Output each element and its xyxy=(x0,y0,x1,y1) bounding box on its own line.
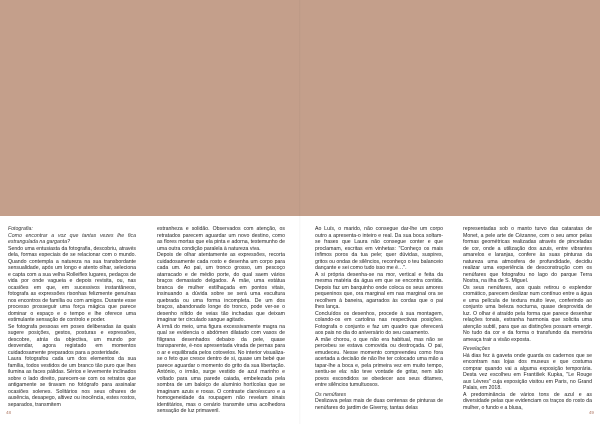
paragraph: representadas sob o manto turvo das cataratas de Monet, a pele arte de Cézanne, com o seu amor pelas formas geométricas realizadas através de pinceladas de cor, onde a utilização dos azuis, entre vibrantes amarelos e laranjas, confere às suas pinturas da natureza uma atmosfera de profundidade, decidiu realizar uma experiência de desconstrução com os nenúfares que fotografou no lago do parque Terra Nostra, na ilha de S. Miguel. xyxy=(463,226,592,284)
paragraph: A mãe chorou, o que não era habitual, mas não se percebeu se estava comovida ou destroçada. O pai, emudeceu. Nesse momento compreendeu como fora acertada a decisão de não lhe ter colocado uma mão a tapar-lhe a boca e, pela primeira vez em muito tempo, sentiu-se ela: não teve vontade de gritar, nem são povos escondidos se obedecer aos seus ditames, entre silêncios tumultuosos. xyxy=(315,336,443,388)
paragraph: A predominância de vários tons de azul e as diversidade pelas que evidenciam os traços do rosto da mulher, o fundo e a blusa, xyxy=(463,391,592,411)
paragraph: Fotografia: xyxy=(8,226,33,232)
text-column-1 xyxy=(8,226,136,416)
page-gutter xyxy=(299,0,301,424)
paragraph: Deslizava pelas mais de duas centenas de pinturas de nenúfares do jardim de Giverny, tantas delas xyxy=(315,398,443,411)
text-column-4 xyxy=(463,226,592,416)
paragraph: Os seus nenúfares, aos quais retirou o esplendor cromático, parecem deslizar num contínuo entre a água e uma película de textura muito leve, conferindo ao conjunto uma beleza nocturna, quase desprovida de luz. O olhar é atraído pela forma que parece desenhar relações tonais, estranha harmonia que solicita uma atenção subtil, para que as distinções possam emergir. No tudo da cor e da forma o transfundo da memória ameaça trair a visão exposta. xyxy=(463,284,592,343)
paragraph: Depois de olhar atentamente as expressões, recorta cuidadosamente cada rosto e desenha um corpo para cada um. Ao pai, um tronco grosso, um pescoço atarracado e de médio porte, do qual saem vários braços demasiado delgados. À mãe, uma estátua branca de mulher estilhaçada em pontos vitais, insinuando a dúvida sobre se será uma escultura quebrada ou uma forma incompleta. De um dos braços, abandonado longe do tronco, pode ver-se o desenho nítido de veias tão inchadas que deixam imaginar ter circulado sangue agitado. xyxy=(157,252,285,323)
paragraph: estranheza e solidão. Observados com atenção, os retratados parecem aguardar um novo destino, como as flores mortas que ela pinta e adorna, testemunho de uma outra condição paralela à natureza viva. xyxy=(157,226,285,252)
page-number-left: 48 xyxy=(6,410,12,415)
section-heading: Os nenúfares xyxy=(315,391,347,398)
paragraph: Laura fotografou cada um dos elementos da sua família, todos vestidos de um branco tão puro que lhes ilumina as faces pálidas. Sérios e levemente inclinados sobre o lado direito, parecem-se com os retratos que antigamente se tiravam no fotógrafo para assinalar ocasiões solenes. Solitários nos seus olhares de ausência, desapego, altivez ou inocência, estes rostos, separados, transmitem xyxy=(8,356,136,408)
paragraph: Sendo uma entusiasta da fotografia, descobriu, através dela, formas especiais de se relacionar com o mundo. Quando contempla a natureza na sua transbordante sensualidade, após um longo e atento olhar, seleciona e capta com a sua velha Rolleiflex lugares, pedaços de vida por onde vagueia e depois revisita, ou, nas ocasiões em que, em sucessivos instantâneos, fotografa as expressões risonhas felizmente genuínas nos encontros de família ou com amigos. Durante esse processo prosseguir uma força mágica que parece dominar o espaço e o tempo e lhe oferece uma estimulante sensação de controlo e poder. xyxy=(8,245,136,323)
paragraph: Há dias fez à gaveta onde guarda os cadernos que se encontram nas lojas dos museus e que costuma comprar quando vai a alguma exposição temporária. Desta vez escolheu em František Kupka, "Le Rouge aux Lèvres" cuja exposição visitou em Paris, no Grand Palais, em 2018. xyxy=(463,352,592,391)
paragraph: Ao Luís, o marido, não consegue dar-lhe um corpo outro a apresenta-o inteiro e real. Da sua boca soltam-se frases que Laura não consegue conter e que proclamam, escritas em vinhetas: "Conheço os mais ínfimos poros da tua pele; quer dúvidas, suspires, gritos ou ondas de silêncios, reconheço o teu balanceio dançante e sei como tudo isso me é…". xyxy=(315,226,443,271)
paragraph: A si própria desenha-se na mor, vertical e feita da mesma matéria da água em que se encontra contida. Depois faz um barquinho onde coloca os seus amores pequeninos que, ora marginal em nas marginal ora se recolhem à baneira, agarrados às cordas que o pai lhes lança. xyxy=(315,271,443,310)
paragraph: Como encontrar a voz que tantas vezes lhe fica estrangulada na garganta? xyxy=(8,232,136,245)
page-number-right: 49 xyxy=(588,410,594,415)
text-column-2 xyxy=(157,226,285,416)
section-heading: Revelações xyxy=(463,346,491,352)
text-column-3 xyxy=(315,226,443,416)
paragraph: Concluídos os desenhos, procede à sua montagem, colando-os em cartolina nas respectivas posições. Fotografa o conjunto e faz um quadro que oferecerá aos pais no dia do aniversário do seu casamento. xyxy=(315,310,443,336)
paragraph: Se fotografa pessoas em poses deliberadas às quais sugere posições, gestos, posturas e expressões, descobre, atrás da objectiva, um mundo por desvendar, agora registado em momentos cuidadosamente preparados para a posteridade. xyxy=(8,323,136,356)
paragraph: A irmã do meio, uma figura excessivamente magra na qual se evidencia o abdómen dilatado com vasos de filigrana desenhados debaixo da pele, quase transparente, é-nos apresentada virada de pernas para o ar e equilibrada pelos cotovelos. No interior visualiza-se o feto que cresce dentro de si, quase um bebé que parece aguardar o momento do grito da sua libertação. António, o irmão, surge vestido de azul marinho e voltado para uma parede caiada, embelezada pela sombra de um baloiço de alumínio hortícolas que se imaginam azuis e roxas. O contraste claro/escuro e a homogeneidade da roupagem não revelam sinais identitários, mas o cenário transmite uma acolhedora sensação de luz primaveril. xyxy=(157,323,285,414)
